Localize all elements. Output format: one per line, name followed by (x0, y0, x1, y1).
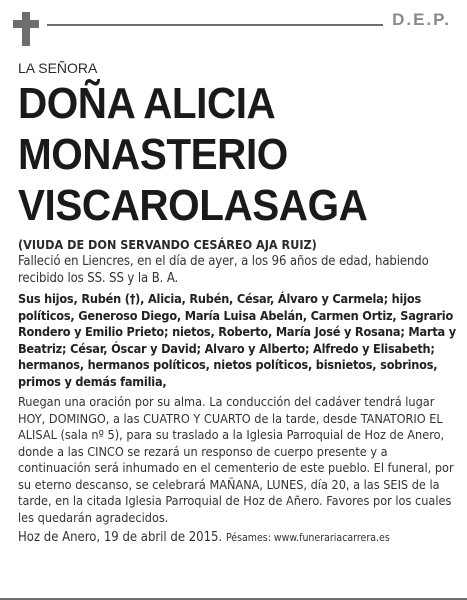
cross-icon (13, 12, 39, 46)
death-notice: Falleció en Liencres, en el día de ayer, a los 96 años de edad, habiendo recibido los SS. SS y la B. A. (18, 254, 429, 286)
condolences-link[interactable]: Pésames: www.funerariacarrera.es (225, 532, 390, 544)
funeral-details: Ruegan una oración por su alma. La conducción del cadáver tendrá lugar HOY, DOMINGO, a las CUATRO Y CUARTO de la tarde, desde TANATORIO EL ALISAL (sala nº 5), para su traslado a la Iglesia Parroquial de Hoz de Anero, donde a las CINCO se rezará un responso de cuerpo presente y a continuación será inhumado en el cementerio de este pueblo. El funeral, por su eterno descanso, se celebrará MAÑANA, LUNES, día 20, a las SEIS de la tarde, en la citada Iglesia Parroquial de Hoz de Añero. Favores por los cuales les quedarán agradecidos. (18, 394, 454, 525)
place-date: Hoz de Anero, 19 de abril de 2015. (18, 530, 223, 545)
obituary-content (18, 60, 458, 545)
family-list: Sus hijos, Rubén (†), Alicia, Rubén, César, Álvaro y Carmela; hijos políticos, Generoso Diego, María Luisa Abelán, Carmen Ortiz, Sagrario Rondero y Emilio Prieto; nietos, Roberto, María José y Rosana; Marta y Beatriz; César, Óscar y David; Alvaro y Alberto; Alfredo y Elisabeth; hermanos, hermanos políticos, nietos políticos, bisnietos, sobrinos, primos y demás familia, (18, 291, 456, 389)
title-prefix: LA SEÑORA (18, 60, 98, 76)
name-line-1: DOÑA ALICIA (18, 79, 276, 128)
dep-label: D.E.P. (392, 10, 451, 29)
deceased-name (18, 78, 458, 231)
name-line-3: VISCAROLASAGA (18, 181, 368, 230)
widow-note: (VIUDA DE DON SERVANDO CESÁREO AJA RUIZ) (18, 237, 317, 252)
name-line-2: MONASTERIO (18, 130, 288, 179)
footer (18, 530, 458, 545)
header-rule (47, 24, 383, 26)
